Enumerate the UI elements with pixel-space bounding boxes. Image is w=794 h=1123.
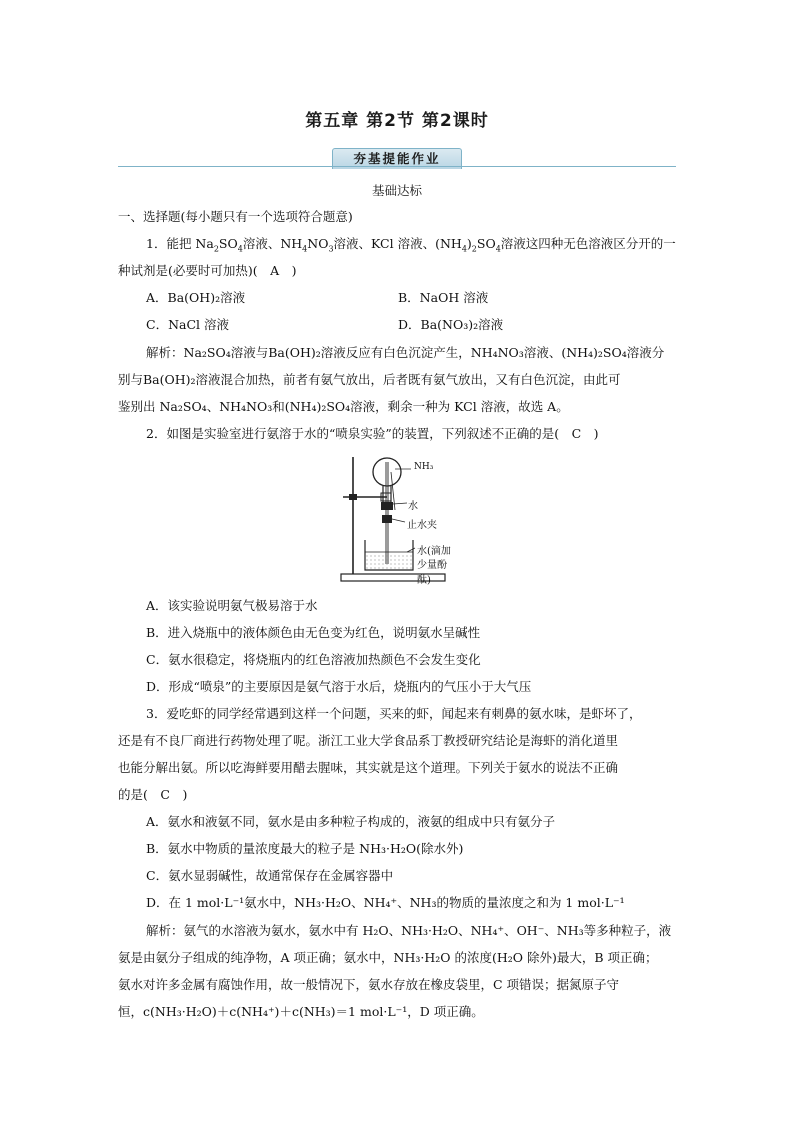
q3-explanation-2: 氨是由氨分子组成的纯净物，A 项正确；氨水中，NH₃·H₂O 的浓度(H₂O 除外)最大，B 项正确；	[118, 950, 658, 965]
figure-label-clamp: 止水夹	[407, 520, 437, 531]
figure-label-water: 水	[408, 501, 418, 512]
q2-option-b: B．进入烧瓶中的液体颜色由无色变为红色，说明氨水呈碱性	[146, 625, 481, 640]
q1-option-c: C．NaCl 溶液	[146, 317, 229, 332]
q2-option-d: D．形成“喷泉”的主要原因是氨气溶于水后，烧瓶内的气压小于大气压	[146, 679, 532, 694]
part-heading: 一、选择题(每小题只有一个选项符合题意)	[118, 209, 353, 224]
q3-stem-2: 还是有不良厂商进行药物处理了呢。浙江工业大学食品系丁教授研究结论是海虾的消化道里	[118, 733, 619, 748]
figure-label-water-phenolphthalein-2: 少量酚酞)	[417, 560, 447, 586]
q1-option-a: A．Ba(OH)₂溶液	[146, 290, 246, 305]
section-heading: 基础达标	[371, 183, 422, 198]
q1-option-b: B．NaOH 溶液	[398, 290, 489, 305]
q2-stem: 2．如图是实验室进行氨溶于水的“喷泉实验”的装置，下列叙述不正确的是( C )	[146, 426, 599, 441]
fountain-apparatus-figure	[335, 452, 455, 587]
q3-option-c: C．氨水显弱碱性，故通常保存在金属容器中	[146, 868, 394, 883]
q1-explanation-3: 鉴别出 Na₂SO₄、NH₄NO₃和(NH₄)₂SO₄溶液，剩余一种为 KCl 溶液，故选 A。	[118, 399, 569, 414]
q1-explanation-1: 解析：Na₂SO₄溶液与Ba(OH)₂溶液反应有白色沉淀产生，NH₄NO₃溶液、(NH₄)₂SO₄溶液分	[146, 345, 665, 360]
q1-stem-line2: 种试剂是(必要时可加热)( A )	[118, 263, 297, 278]
figure-label-nh3: NH₃	[414, 462, 434, 472]
q3-option-d: D．在 1 mol·L⁻¹氨水中，NH₃·H₂O、NH₄⁺、NH₃的物质的量浓度之和为 1 mol·L⁻¹	[146, 895, 625, 910]
q2-option-c: C．氨水很稳定，将烧瓶内的红色溶液加热颜色不会发生变化	[146, 652, 481, 667]
q1-stem-line1: 1．能把 $Na_2SO_4$溶液、$NH_4NO_3$溶液、KCl 溶液、$(NH_4)_2SO_4$溶液这四种无色溶液区分开的一	[146, 236, 676, 254]
section-banner: 夯基提能作业	[332, 148, 462, 169]
page-title: 第五章 第2节 第2课时	[305, 111, 489, 131]
q1-explanation-2: 别与Ba(OH)₂溶液混合加热，前者有氨气放出，后者既有氨气放出，又有白色沉淀，由此可	[118, 372, 621, 387]
q3-explanation-3: 氨水对许多金属有腐蚀作用，故一般情况下，氨水存放在橡皮袋里，C 项错误；据氮原子守	[118, 977, 620, 992]
q3-stem-3: 也能分解出氨。所以吃海鲜要用醋去腥味，其实就是这个道理。下列关于氨水的说法不正确	[118, 760, 619, 775]
q3-explanation-1: 解析：氨气的水溶液为氨水，氨水中有 H₂O、NH₃·H₂O、NH₄⁺、OH⁻、NH₃等多种粒子，液	[146, 923, 672, 938]
q1-option-d: D．Ba(NO₃)₂溶液	[398, 317, 504, 332]
q3-explanation-4: 恒，c(NH₃·H₂O)＋c(NH₄⁺)＋c(NH₃)＝1 mol·L⁻¹，D 项正确。	[118, 1004, 484, 1019]
q3-option-b: B．氨水中物质的量浓度最大的粒子是 NH₃·H₂O(除水外)	[146, 841, 464, 856]
q2-option-a: A．该实验说明氨气极易溶于水	[146, 598, 318, 613]
banner-divider	[118, 166, 676, 167]
figure-label-water-phenolphthalein-1: 水(滴加	[417, 546, 451, 557]
q3-stem-4: 的是( C )	[118, 787, 188, 802]
q3-option-a: A．氨水和液氨不同，氨水是由多种粒子构成的，液氨的组成中只有氨分子	[146, 814, 556, 829]
q3-stem-1: 3．爱吃虾的同学经常遇到这样一个问题，买来的虾，闻起来有刺鼻的氨水味，是虾坏了，	[146, 706, 642, 721]
